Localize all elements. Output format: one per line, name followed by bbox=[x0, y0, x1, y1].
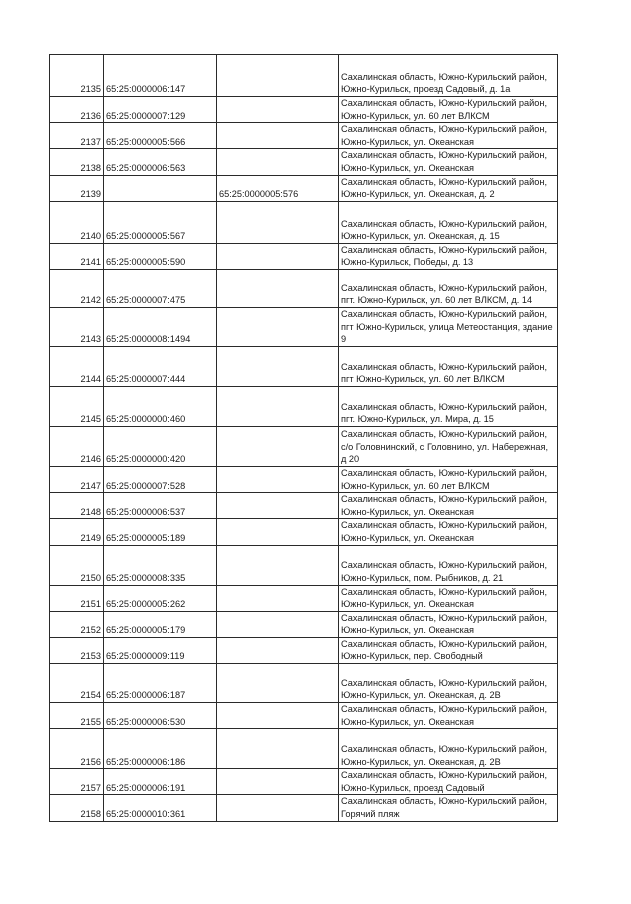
cadastral-number-cell: 65:25:0000006:537 bbox=[104, 493, 217, 519]
address-cell: Сахалинская область, Южно-Курильский район, Южно-Курильск, ул. Океанская, д. 2В bbox=[339, 664, 558, 703]
address-cell: Сахалинская область, Южно-Курильский район, Южно-Курильск, ул. Океанская bbox=[339, 149, 558, 175]
row-number-cell: 2152 bbox=[50, 611, 104, 637]
previous-number-cell bbox=[217, 545, 339, 585]
table-row bbox=[50, 175, 558, 201]
cadastral-number-cell: 65:25:0000007:129 bbox=[104, 97, 217, 123]
previous-number-cell bbox=[217, 386, 339, 426]
table-row bbox=[50, 637, 558, 663]
previous-number-cell bbox=[217, 243, 339, 269]
previous-number-cell bbox=[217, 97, 339, 123]
previous-number-cell bbox=[217, 269, 339, 307]
previous-number-cell bbox=[217, 729, 339, 769]
table-row bbox=[50, 346, 558, 386]
previous-number-cell bbox=[217, 55, 339, 97]
row-number-cell: 2156 bbox=[50, 729, 104, 769]
address-cell: Сахалинская область, Южно-Курильский район, Южно-Курильск, ул. Океанская bbox=[339, 519, 558, 545]
table-row bbox=[50, 201, 558, 243]
address-cell: Сахалинская область, Южно-Курильский район, пгт. Южно-Курильск, ул. 60 лет ВЛКСМ, д. 14 bbox=[339, 269, 558, 307]
table-row bbox=[50, 769, 558, 795]
row-number-cell: 2148 bbox=[50, 493, 104, 519]
table-row bbox=[50, 585, 558, 611]
parcel-table bbox=[49, 54, 558, 822]
cadastral-number-cell: 65:25:0000005:567 bbox=[104, 201, 217, 243]
table-row bbox=[50, 386, 558, 426]
previous-number-cell bbox=[217, 703, 339, 729]
cadastral-number-cell: 65:25:0000005:590 bbox=[104, 243, 217, 269]
row-number-cell: 2157 bbox=[50, 769, 104, 795]
row-number-cell: 2142 bbox=[50, 269, 104, 307]
table-row bbox=[50, 97, 558, 123]
row-number-cell: 2138 bbox=[50, 149, 104, 175]
table-row bbox=[50, 55, 558, 97]
address-cell: Сахалинская область, Южно-Курильский район, Южно-Курильск, ул. Океанская bbox=[339, 493, 558, 519]
row-number-cell: 2140 bbox=[50, 201, 104, 243]
cadastral-number-cell: 65:25:0000005:189 bbox=[104, 519, 217, 545]
address-cell: Сахалинская область, Южно-Курильский район, Южно-Курильск, ул. Океанская, д. 15 bbox=[339, 201, 558, 243]
address-cell: Сахалинская область, Южно-Курильский район, Южно-Курильск, ул. Океанская bbox=[339, 611, 558, 637]
previous-number-cell bbox=[217, 795, 339, 821]
previous-number-cell bbox=[217, 123, 339, 149]
previous-number-cell bbox=[217, 346, 339, 386]
row-number-cell: 2135 bbox=[50, 55, 104, 97]
table-row bbox=[50, 519, 558, 545]
table-row bbox=[50, 426, 558, 466]
address-cell: Сахалинская область, Южно-Курильский район, Южно-Курильск, проезд Садовый, д. 1а bbox=[339, 55, 558, 97]
address-cell: Сахалинская область, Южно-Курильский район, Южно-Курильск, ул. Океанская, д. 2 bbox=[339, 175, 558, 201]
row-number-cell: 2144 bbox=[50, 346, 104, 386]
previous-number-cell bbox=[217, 426, 339, 466]
previous-number-cell bbox=[217, 637, 339, 663]
row-number-cell: 2145 bbox=[50, 386, 104, 426]
row-number-cell: 2139 bbox=[50, 175, 104, 201]
cadastral-number-cell: 65:25:0000005:262 bbox=[104, 585, 217, 611]
cadastral-number-cell: 65:25:0000000:420 bbox=[104, 426, 217, 466]
previous-number-cell bbox=[217, 585, 339, 611]
previous-number-cell bbox=[217, 493, 339, 519]
table-row bbox=[50, 611, 558, 637]
cadastral-number-cell: 65:25:0000005:179 bbox=[104, 611, 217, 637]
cadastral-number-cell: 65:25:0000007:475 bbox=[104, 269, 217, 307]
address-cell: Сахалинская область, Южно-Курильский район, пгт. Южно-Курильск, ул. Мира, д. 15 bbox=[339, 386, 558, 426]
previous-number-cell bbox=[217, 519, 339, 545]
address-cell: Сахалинская область, Южно-Курильский район, Южно-Курильск, ул. Океанская bbox=[339, 585, 558, 611]
row-number-cell: 2146 bbox=[50, 426, 104, 466]
table-row bbox=[50, 466, 558, 492]
cadastral-number-cell: 65:25:0000006:186 bbox=[104, 729, 217, 769]
row-number-cell: 2147 bbox=[50, 466, 104, 492]
row-number-cell: 2150 bbox=[50, 545, 104, 585]
cadastral-number-cell: 65:25:0000009:119 bbox=[104, 637, 217, 663]
cadastral-number-cell: 65:25:0000006:187 bbox=[104, 664, 217, 703]
row-number-cell: 2149 bbox=[50, 519, 104, 545]
table-row bbox=[50, 493, 558, 519]
row-number-cell: 2154 bbox=[50, 664, 104, 703]
row-number-cell: 2151 bbox=[50, 585, 104, 611]
cadastral-number-cell: 65:25:0000006:530 bbox=[104, 703, 217, 729]
row-number-cell: 2158 bbox=[50, 795, 104, 821]
cadastral-number-cell: 65:25:0000007:444 bbox=[104, 346, 217, 386]
address-cell: Сахалинская область, Южно-Курильский район, Южно-Курильск, ул. 60 лет ВЛКСМ bbox=[339, 466, 558, 492]
table-row bbox=[50, 149, 558, 175]
address-cell: Сахалинская область, Южно-Курильский район, с/о Головнинский, с Головнино, ул. Набережная, д 20 bbox=[339, 426, 558, 466]
previous-number-cell bbox=[217, 201, 339, 243]
cadastral-number-cell: 65:25:0000008:1494 bbox=[104, 307, 217, 346]
cadastral-number-cell: 65:25:0000008:335 bbox=[104, 545, 217, 585]
address-cell: Сахалинская область, Южно-Курильский район, Южно-Курильск, ул. Океанская, д. 2В bbox=[339, 729, 558, 769]
address-cell: Сахалинская область, Южно-Курильский район, Горячий пляж bbox=[339, 795, 558, 821]
row-number-cell: 2136 bbox=[50, 97, 104, 123]
row-number-cell: 2143 bbox=[50, 307, 104, 346]
previous-number-cell bbox=[217, 466, 339, 492]
previous-number-cell bbox=[217, 149, 339, 175]
table-row bbox=[50, 664, 558, 703]
cadastral-number-cell: 65:25:0000006:563 bbox=[104, 149, 217, 175]
cadastral-number-cell: 65:25:0000010:361 bbox=[104, 795, 217, 821]
table-row bbox=[50, 795, 558, 821]
address-cell: Сахалинская область, Южно-Курильский район, Южно-Курильск, ул. 60 лет ВЛКСМ bbox=[339, 97, 558, 123]
cadastral-number-cell: 65:25:0000006:147 bbox=[104, 55, 217, 97]
address-cell: Сахалинская область, Южно-Курильский район, Южно-Курильск, ул. Океанская bbox=[339, 703, 558, 729]
table-row bbox=[50, 729, 558, 769]
row-number-cell: 2141 bbox=[50, 243, 104, 269]
previous-number-cell bbox=[217, 611, 339, 637]
parcel-table-body bbox=[50, 55, 558, 822]
address-cell: Сахалинская область, Южно-Курильский район, Южно-Курильск, пом. Рыбников, д. 21 bbox=[339, 545, 558, 585]
address-cell: Сахалинская область, Южно-Курильский район, пгт Южно-Курильск, ул. 60 лет ВЛКСМ bbox=[339, 346, 558, 386]
address-cell: Сахалинская область, Южно-Курильский район, Южно-Курильск, ул. Океанская bbox=[339, 123, 558, 149]
table-row bbox=[50, 703, 558, 729]
previous-number-cell bbox=[217, 664, 339, 703]
address-cell: Сахалинская область, Южно-Курильский район, Южно-Курильск, Победы, д. 13 bbox=[339, 243, 558, 269]
table-row bbox=[50, 307, 558, 346]
previous-number-cell: 65:25:0000005:576 bbox=[217, 175, 339, 201]
cadastral-number-cell: 65:25:0000007:528 bbox=[104, 466, 217, 492]
address-cell: Сахалинская область, Южно-Курильский район, пгт Южно-Курильск, улица Метеостанция, здание 9 bbox=[339, 307, 558, 346]
cadastral-number-cell bbox=[104, 175, 217, 201]
cadastral-number-cell: 65:25:0000006:191 bbox=[104, 769, 217, 795]
address-cell: Сахалинская область, Южно-Курильский район, Южно-Курильск, пер. Свободный bbox=[339, 637, 558, 663]
table-row bbox=[50, 545, 558, 585]
cadastral-number-cell: 65:25:0000000:460 bbox=[104, 386, 217, 426]
address-cell: Сахалинская область, Южно-Курильский район, Южно-Курильск, проезд Садовый bbox=[339, 769, 558, 795]
previous-number-cell bbox=[217, 769, 339, 795]
table-row bbox=[50, 269, 558, 307]
table-row bbox=[50, 243, 558, 269]
row-number-cell: 2153 bbox=[50, 637, 104, 663]
row-number-cell: 2137 bbox=[50, 123, 104, 149]
cadastral-number-cell: 65:25:0000005:566 bbox=[104, 123, 217, 149]
previous-number-cell bbox=[217, 307, 339, 346]
row-number-cell: 2155 bbox=[50, 703, 104, 729]
table-row bbox=[50, 123, 558, 149]
